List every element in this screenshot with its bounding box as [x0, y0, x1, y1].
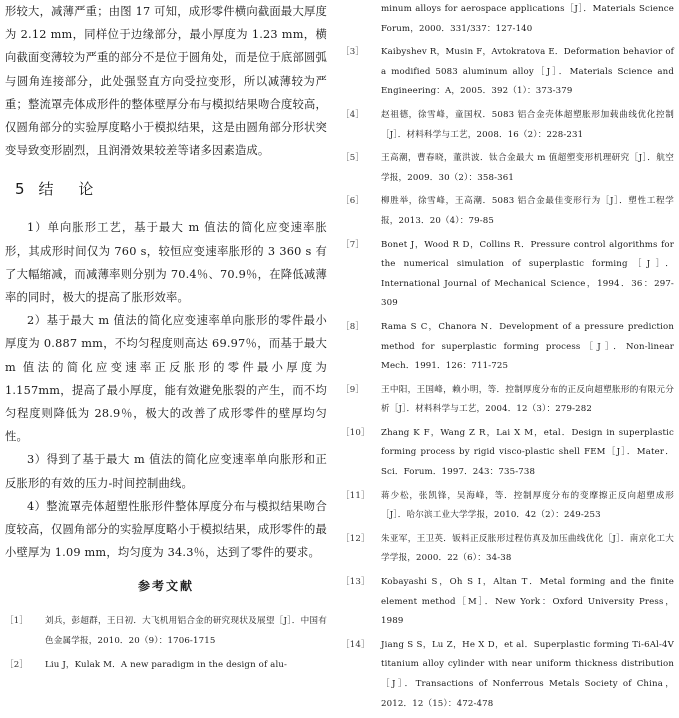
- reference-item: [341, 192, 674, 231]
- reference-item: [341, 424, 674, 483]
- reference-item: [341, 318, 674, 377]
- reference-number: ［6］: [341, 196, 365, 207]
- reference-item: [341, 573, 674, 632]
- conclusion-2: 2）基于最大 m 值法的简化应变速率单向胀形的零件最小厚度为 0.887 mm，不均匀程度则高达 69.97％，而基于最大 m 值法的简化应变速率正反胀形的零件最小厚度为 1.157mm，提高了最小厚度，能有效避免胀裂的产生，而不均匀程度则降低为 28.9％，极大的改善了成形零件的壁厚均匀性。: [5, 314, 327, 444]
- reference-number: ［14］: [341, 639, 370, 650]
- conclusion-3: 3）得到了基于最大 m 值法的简化应变速率单向胀形和正反胀形的有效的压力-时间控制曲线。: [5, 453, 327, 490]
- reference-number: ［12］: [341, 533, 370, 544]
- reference-item: [5, 656, 327, 676]
- reference-number: ［10］: [341, 427, 370, 438]
- reference-item: [5, 612, 327, 651]
- reference-text: Kobayashi S，Oh S I，Altan T．Metal forming and the finite element method［M］．New York：Oxford University Press，1989: [381, 577, 674, 627]
- reference-item: [341, 236, 674, 314]
- references-title: 参考文献: [137, 579, 194, 594]
- reference-number: ［4］: [341, 109, 365, 120]
- reference-text: 赵祖德，徐雪峰，童国权．5083 铝合金壳体超塑胀形加载曲线优化控制［J］．材料科学与工艺，2008．16（2）：228-231: [381, 109, 674, 140]
- reference-number: ［3］: [341, 47, 365, 58]
- conclusion-4: 4）整流罩壳体超塑性胀形件整体厚度分布与模拟结果吻合度较高，仅圆角部分的实验厚度略小于模拟结果，成形零件的最小壁厚为 1.09 mm，均匀度为 34.3％，达到了零件的要求。: [5, 499, 327, 560]
- right-column: [341, 0, 674, 718]
- reference-text: Liu J，Kulak M．A new paradigm in the design of alu-: [45, 659, 288, 670]
- left-column: [5, 0, 327, 679]
- reference-text: 蒋少松，张凯锋，吴海峰，等．控制厚度分布的变摩擦正反向超塑成形［J］．哈尔滨工业大学学报，2010．42（2）：249-253: [381, 490, 674, 521]
- reference-item: [341, 106, 674, 145]
- reference-item: [341, 43, 674, 102]
- section-heading: [15, 179, 327, 199]
- reference-text: Jiang S S，Lu Z，He X D，et al．Superplastic forming Ti-6Al-4V titanium alloy cylinder with near uniform thickness distribution［J］．Transactions of Nonferrous Metals Society of China，2012．12（15）：472-478: [381, 639, 674, 709]
- reference-text: 柳胜举，徐雪峰，王高潮．5083 铝合金最佳变形行为［J］．塑性工程学报，2013．20（4）：79-85: [381, 196, 674, 226]
- reference-text: 王高潮，曹春晓，董洪波．钛合金最大 m 值超塑变形机理研究［J］．航空学报，2009．30（2）：358-361: [381, 153, 674, 183]
- reference-text: 王中阳，王国峰，赖小明，等．控制厚度分布的正反向超塑胀形的有限元分析［J］．材料科学与工艺，2004．12（3）：279-282: [381, 384, 674, 415]
- reference-number: ［8］: [341, 321, 365, 332]
- reference-continuation: [341, 0, 674, 39]
- reference-text: Rama S C，Chanora N．Development of a pressure prediction method for superplastic forming process［J］．Non-linear Mech．1991．126：711-725: [381, 321, 674, 372]
- reference-number: ［9］: [341, 384, 365, 395]
- reference-item: [341, 530, 674, 569]
- reference-item: [341, 636, 674, 714]
- reference-text: 刘兵，彭超群，王日初．大飞机用铝合金的研究现状及展望［J］．中国有色金属学报，2010．20（9）：1706-1715: [45, 616, 327, 647]
- reference-item: [341, 381, 674, 420]
- section-number: 5: [15, 180, 25, 199]
- reference-text: Kaibyshev R，Musin F，Avtokratova E．Deformation behavior of a modified 5083 aluminum alloy［J］．Materials Science and Engineering：A，2005．392（1）：373-379: [381, 47, 674, 97]
- reference-number: ［2］: [5, 659, 29, 670]
- reference-number: ［7］: [341, 239, 365, 250]
- reference-item: [341, 149, 674, 188]
- reference-number: ［13］: [341, 577, 370, 588]
- reference-text: Zhang K F，Wang Z R，Lai X M，etal．Design in superplastic forming process by rigid visco-plastic shell FEM［J］．Mater．Sci．Forum．1997．243：735-738: [381, 427, 674, 478]
- body-paragraph: 形较大，减薄严重；由图 17 可知，成形零件横向截面最大厚度为 2.12 mm，同样位于边缘部分，最小厚度为 1.23 mm，横向截面变薄较为严重的部分不是位于圆角处，而是位于底部圆弧与圆角连接部分，此处强竖直方向受拉变形，所以减薄较为严重；整流罩壳体成形件的整体壁厚分布与模拟结果吻合度较高，仅圆角部分的实验厚度略小于模拟结果，这是由圆角部分形状突变导致变形剧烈，且润滑效果较差等诸多因素造成。: [5, 5, 327, 158]
- reference-number: ［5］: [341, 153, 365, 164]
- reference-number: ［1］: [5, 616, 29, 627]
- section-title: 结 论: [38, 180, 104, 199]
- reference-text: 朱亚军，王卫英．钣料正反胀形过程仿真及加压曲线优化［J］．南京化工大学学报，2000．22（6）：34-38: [381, 533, 674, 564]
- reference-item: [341, 487, 674, 526]
- conclusion-1: 1）单向胀形工艺，基于最大 m 值法的简化应变速率胀形，其成形时间仅为 760 s，较恒应变速率胀形的 3 360 s 有了大幅缩减，而减薄率则分别为 70.4％、70.9％，在降低减薄率的同时，极大的提高了胀形效率。: [5, 221, 327, 305]
- reference-number: ［11］: [341, 490, 370, 501]
- reference-text: minum alloys for aerospace applications［J］．Materials Science Forum，2000．331/337：127-140: [381, 4, 674, 34]
- reference-text: Bonet J，Wood R D，Collins R．Pressure control algorithms for the numerical simulation of superplastic forming［J］．International Journal of Mechanical Science，1994．36：297-309: [381, 239, 674, 309]
